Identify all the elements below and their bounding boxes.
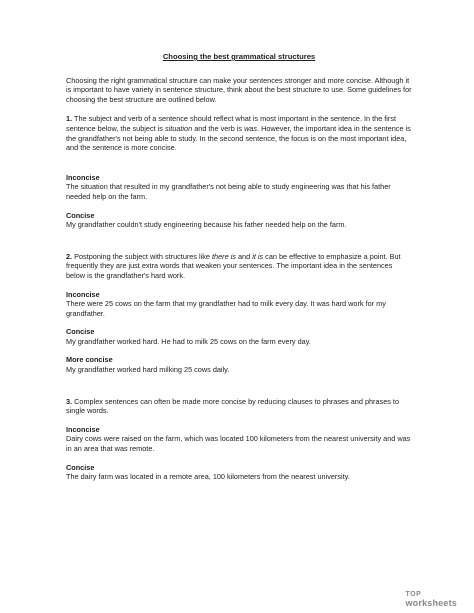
example-text-inconcise-2: There were 25 cows on the farm that my grandfather had to milk every day. It was hard work for my grandfather. [66,299,386,318]
guideline-1: 1. The subject and verb of a sentence should reflect what is most important in the sentence. In the first sentence below, the subject is situation and the verb is was. However, the important idea in the sentence is the grandfather's not being able to study. In the second sentence, the focus is on the most important idea, and the sentence is more concise. [66,114,411,153]
worksheet-page [66,52,412,482]
logo-worksheets-text: worksheets [405,598,457,608]
example-label-more-concise-2: More concise [66,355,113,365]
example-label-concise-1: Concise [66,210,95,220]
example-label-inconcise-1: Inconcise [66,172,100,182]
example-label-concise-3: Concise [66,462,95,472]
example-label-inconcise-3: Inconcise [66,424,100,434]
intro-paragraph: Choosing the right grammatical structure can make your sentences stronger and more concise. Although it is important to have variety in sentence structure, think about the best structure to use. Some guidelines for choosing the best structure are outlined below. [66,75,412,104]
example-text-inconcise-1: The situation that resulted in my grandfather's not being able to study engineering was that his father needed help on the farm. [66,182,391,201]
example-label-inconcise-2: Inconcise [66,289,100,299]
example-text-inconcise-3: Dairy cows were raised on the farm, which was located 100 kilometers from the nearest university and was in an area that was remote. [66,434,411,454]
example-text-more-concise-2: My grandfather worked hard milking 25 cows daily. [66,365,230,375]
guideline-3-number: 3. [66,396,73,406]
example-label-concise-2: Concise [66,327,95,337]
guideline-2: 2. Postponing the subject with structures like there is and it is can be effective to emphasize a point. But frequently they are just extra words that weaken your sentences. The important idea in the sentences below is the grandfather's hard work. [66,251,401,280]
example-text-concise-3: The dairy farm was located in a remote area, 100 kilometers from the nearest university. [66,472,350,482]
logo-top-text: TOP [405,591,422,598]
page-title: Choosing the best grammatical structures [162,52,316,61]
guideline-3: 3. Complex sentences can often be made more concise by reducing clauses to phrases and phrases to single words. [66,396,400,416]
example-text-concise-2: My grandfather worked hard. He had to milk 25 cows on the farm every day. [66,336,311,346]
top-worksheets-logo [405,591,457,607]
guideline-2-number: 2. [66,251,73,261]
example-text-concise-1: My grandfather couldn't study engineering because his father needed help on the farm. [66,220,347,230]
guideline-1-number: 1. [66,114,73,124]
